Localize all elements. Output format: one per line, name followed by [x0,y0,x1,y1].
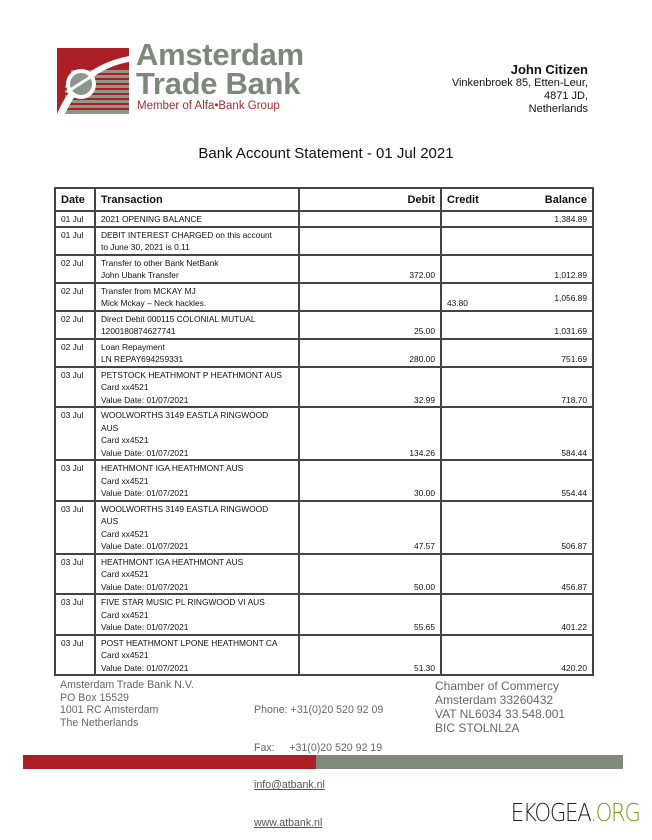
cell-credit-balance [441,594,593,635]
cell-debit: 134.26 [299,407,441,460]
cell-transaction [95,460,299,501]
transaction-line: Card xx4521 [101,382,149,392]
transaction-line: WOOLWORTHS 3149 EASTLA RINGWOOD [101,503,269,514]
transaction-line: AUS [101,422,119,433]
cell-credit-balance [441,407,593,460]
cell-debit: 32.99 [299,367,441,408]
cell-date: 03 Jul [55,407,95,460]
footer-line: Amsterdam Trade Bank N.V. [60,679,194,691]
website-link[interactable]: www.atbank.nl [254,816,323,829]
cell-date: 01 Jul [55,211,95,227]
footer-line: 1001 RC Amsterdam [60,704,159,716]
cell-balance: 718.70 [561,394,587,405]
header-debit: Debit [299,188,441,211]
cell-transaction [95,594,299,635]
transaction-line: 1200180874627741 [101,326,176,336]
bank-logo-icon [57,48,129,114]
cell-balance: 401.22 [561,622,587,632]
transaction-line: AUS [101,516,119,526]
cell-date: 03 Jul [55,594,95,635]
transaction-line: Card xx4521 [101,569,149,579]
transaction-line: Value Date: 01/07/2021 [101,662,189,673]
cell-transaction [95,283,299,311]
cell-date: 03 Jul [55,554,95,595]
cell-date: 03 Jul [55,501,95,554]
cell-date: 03 Jul [55,367,95,408]
cell-credit-balance [441,460,593,501]
cell-transaction [95,211,299,227]
transaction-line: Direct Debit 000115 COLONIAL MUTUAL [101,313,256,324]
footer-line: PO Box 15529 [60,691,129,704]
cell-balance: 420.20 [561,662,587,673]
transaction-line: WOOLWORTHS 3149 EASTLA RINGWOOD [101,410,269,420]
header-balance: Balance [544,193,587,206]
cell-debit: 47.57 [299,501,441,554]
cell-debit: 55.65 [299,594,441,635]
customer-address [452,62,588,116]
cell-date: 02 Jul [55,255,95,283]
table-row [55,255,593,283]
footer-registration [435,679,565,735]
transaction-line: Value Date: 01/07/2021 [101,541,189,551]
address-line: Netherlands [528,103,588,115]
table-row [55,554,593,595]
cell-date: 02 Jul [55,311,95,339]
transaction-line: DEBIT INTEREST CHARGED on this account [101,229,272,240]
cell-transaction [95,311,299,339]
cell-balance: 584.44 [561,447,587,458]
table-row [55,501,593,554]
footer-address [60,679,194,729]
cell-transaction [95,367,299,408]
cell-balance: 1,031.69 [554,326,587,336]
cell-credit-balance [441,283,593,311]
transaction-line: 2021 OPENING BALANCE [101,214,203,224]
watermark-main: EKOGEA [511,798,591,827]
cell-debit: 51.30 [299,635,441,676]
transaction-line: Card xx4521 [101,528,149,539]
cell-transaction [95,407,299,460]
header-date: Date [55,188,95,211]
cell-debit: 25.00 [299,311,441,339]
header-credit: Credit [447,193,479,206]
cell-transaction [95,501,299,554]
transaction-line: Loan Repayment [101,341,165,352]
transaction-line: Value Date: 01/07/2021 [101,447,189,458]
transaction-line: Value Date: 01/07/2021 [101,622,189,632]
transaction-line: HEATHMONT IGA HEATHMONT AUS [101,463,244,473]
cell-balance: 554.44 [561,488,587,498]
page-title: Bank Account Statement - 01 Jul 2021 [198,145,454,162]
cell-debit [299,227,441,255]
cell-balance: 456.87 [561,581,587,592]
table-header-row [55,188,593,211]
header-transaction: Transaction [95,188,299,211]
cell-balance: 506.87 [561,541,587,551]
transaction-line: LN REPAY694259331 [101,354,184,364]
transaction-line: to June 30, 2021 is 0.11 [101,242,190,252]
cell-credit-balance [441,554,593,595]
bank-name-logo [136,37,304,101]
cell-date: 03 Jul [55,460,95,501]
transaction-line: PETSTOCK HEATHMONT P HEATHMONT AUS [101,369,283,380]
footer-bar-red [23,755,316,769]
cell-transaction [95,339,299,367]
bank-name-line2: Trade Bank [136,66,301,101]
footer-phone: Phone: +31(0)20 520 92 09 [254,704,384,716]
cell-transaction [95,635,299,676]
cell-credit-balance [441,635,593,676]
transaction-line: Card xx4521 [101,435,149,445]
table-row [55,367,593,408]
transaction-line: John Ubank Transfer [101,270,179,280]
table-row [55,407,593,460]
customer-name: John Citizen [510,62,588,77]
table-row [55,211,593,227]
transaction-line: POST HEATHMONT LPONE HEATHMONT CA [101,637,278,648]
watermark [511,798,640,827]
transaction-line: Mick Mckay – Neck hackles. [101,298,207,308]
cell-date: 02 Jul [55,339,95,367]
cell-debit: 280.00 [299,339,441,367]
cell-debit: 372.00 [299,255,441,283]
transaction-line: HEATHMONT IGA HEATHMONT AUS [101,556,244,567]
transaction-line: Card xx4521 [101,650,149,660]
cell-credit-balance [441,501,593,554]
transaction-line: Transfer to other Bank NetBank [101,257,219,268]
table-row [55,339,593,367]
table-row [55,311,593,339]
cell-debit: 30.00 [299,460,441,501]
transaction-line: Value Date: 01/07/2021 [101,488,189,498]
address-line: 4871 JD, [543,90,588,102]
cell-balance: 1,384.89 [554,214,587,224]
header-credit-balance [441,188,593,211]
footer-line: Chamber of Commercy [435,679,560,693]
footer-line: BIC STOLNL2A [435,721,520,735]
cell-balance: 1,056.89 [554,293,587,303]
footer-line: Amsterdam 33260432 [435,693,554,707]
cell-credit-balance [441,255,593,283]
bank-tagline: Member of Alfa•Bank Group [137,100,280,112]
cell-debit [299,211,441,227]
footer-bar-gray [316,755,623,769]
cell-credit-balance [441,227,593,255]
footer-line: VAT NL6034 33.548.001 [435,707,566,721]
footer-fax: Fax: +31(0)20 520 92 19 [254,741,383,754]
cell-debit: 50.00 [299,554,441,595]
cell-credit: 43.80 [447,298,468,308]
table-row [55,635,593,676]
table-row [55,283,593,311]
cell-debit [299,283,441,311]
email-link[interactable]: info@atbank.nl [254,779,325,791]
cell-credit-balance [441,367,593,408]
cell-transaction [95,255,299,283]
transaction-line: Value Date: 01/07/2021 [101,394,189,405]
bank-name-line1: Amsterdam [136,37,304,72]
watermark-suffix: .ORG [590,798,640,827]
transaction-line: Card xx4521 [101,609,149,620]
table-row [55,227,593,255]
footer-line: The Netherlands [60,716,139,729]
address-line: Vinkenbroek 85, Etten-Leur, [451,77,588,89]
transaction-line: Value Date: 01/07/2021 [101,581,189,592]
transaction-line: Card xx4521 [101,475,149,486]
transactions-table [54,187,594,676]
transaction-line: FIVE STAR MUSIC PL RINGWOOD VI AUS [101,597,265,607]
cell-date: 02 Jul [55,283,95,311]
cell-balance: 751.69 [561,354,587,364]
cell-balance: 1,012.89 [554,270,587,280]
cell-credit-balance [441,311,593,339]
cell-credit-balance [441,211,593,227]
table-row [55,594,593,635]
cell-date: 01 Jul [55,227,95,255]
cell-credit-balance [441,339,593,367]
cell-transaction [95,227,299,255]
cell-transaction [95,554,299,595]
table-row [55,460,593,501]
cell-date: 03 Jul [55,635,95,676]
transaction-line: Transfer from MCKAY MJ [101,285,196,296]
